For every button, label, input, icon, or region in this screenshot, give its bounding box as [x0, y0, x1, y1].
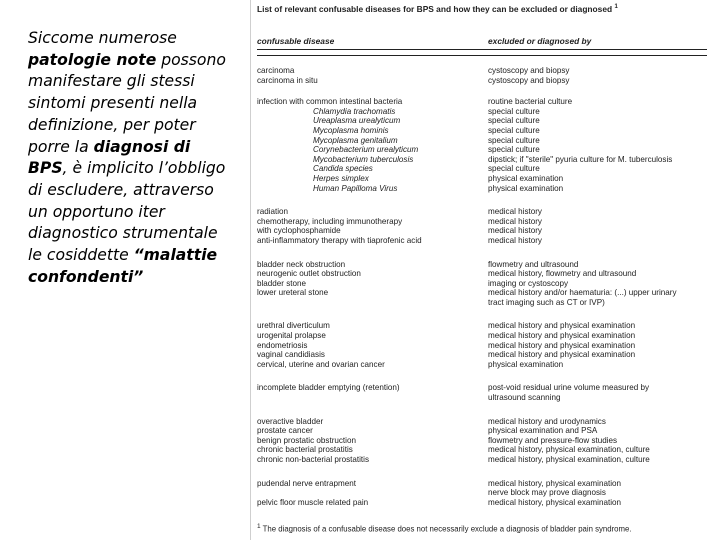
footnote-marker: 1 [257, 523, 261, 530]
table-row [257, 226, 707, 236]
cell-excluded-by: special culture [488, 125, 540, 135]
table-row [257, 126, 707, 136]
cell-disease: vaginal candidiasis [257, 350, 325, 360]
cell-disease: overactive bladder [257, 416, 324, 426]
table-row [257, 66, 707, 76]
table-row [257, 269, 707, 279]
table-row [257, 350, 707, 360]
cell-excluded-by: special culture [488, 164, 540, 174]
cell-excluded-by: medical history and physical examination [488, 321, 636, 331]
cell-excluded-by: ultrasound scanning [488, 393, 561, 403]
cell-excluded-by: medical history, physical examination, culture [488, 455, 650, 464]
cell-disease: lower ureteral stone [257, 288, 329, 298]
cell-disease: endometriosis [257, 340, 308, 350]
cell-disease: anti-inflammatory therapy with tiaprofenic acid [257, 235, 422, 245]
cell-disease: urogenital prolapse [257, 331, 326, 341]
cell-excluded-by: special culture [488, 116, 540, 126]
cell-disease: bladder stone [257, 278, 307, 288]
cell-excluded-by: post-void residual urine volume measured by [488, 383, 650, 393]
header-excluded-by: excluded or diagnosed by [488, 36, 592, 46]
cell-excluded-by: medical history [488, 235, 542, 245]
table-row [257, 455, 707, 465]
cell-excluded-by: flowmetry and ultrasound [488, 259, 579, 269]
cell-excluded-by: medical history, physical examination, culture [488, 445, 650, 455]
table-title-footnote-marker: 1 [614, 4, 618, 11]
table-row [257, 331, 707, 341]
cell-excluded-by: medical history and physical examination [488, 350, 636, 360]
cell-disease: pudendal nerve entrapment [257, 478, 356, 488]
cell-disease: bladder neck obstruction [257, 259, 346, 269]
cell-excluded-by: medical history, flowmetry and ultrasound [488, 269, 637, 279]
cell-disease: cervical, uterine and ovarian cancer [257, 359, 385, 369]
intro-emphasis-diagnosi: diagnosi di BPS [28, 137, 191, 178]
cell-excluded-by: flowmetry and pressure-flow studies [488, 435, 618, 445]
cell-disease: Chlamydia trachomatis [313, 106, 396, 116]
cell-disease: radiation [257, 207, 289, 217]
table-row [257, 393, 707, 403]
table-row [257, 207, 707, 217]
table-title [257, 4, 697, 14]
cell-disease: Corynebacterium urealyticum [313, 145, 419, 155]
intro-emphasis-patologie: patologie note [28, 50, 157, 69]
table-row [257, 417, 707, 427]
cell-disease: chronic bacterial prostatitis [257, 445, 353, 455]
cell-excluded-by: medical history and/or haematuria: (...) upper urinary [488, 288, 677, 298]
cell-excluded-by: physical examination [488, 173, 564, 183]
table-row [257, 97, 707, 107]
table-row [257, 279, 707, 289]
intro-paragraph [28, 28, 233, 288]
cell-disease: Mycoplasma genitalium [313, 135, 398, 145]
table-row [257, 360, 707, 370]
cell-excluded-by: nerve block may prove diagnosis [488, 488, 606, 498]
cell-excluded-by: physical examination and PSA [488, 426, 598, 436]
table-row [257, 479, 707, 489]
cell-excluded-by: medical history and physical examination [488, 331, 636, 341]
cell-excluded-by: cystoscopy and biopsy [488, 75, 570, 85]
cell-disease: Herpes simplex [313, 173, 369, 183]
group-spacer [257, 403, 707, 417]
table-row [257, 76, 707, 86]
cell-disease: benign prostatic obstruction [257, 435, 356, 445]
cell-excluded-by: medical history and physical examination [488, 340, 636, 350]
group-spacer [257, 85, 707, 97]
group-spacer [257, 465, 707, 479]
table-row [257, 174, 707, 184]
intro-text-1: Siccome numerose [28, 29, 177, 47]
group-spacer [257, 193, 707, 207]
cell-disease: neurogenic outlet obstruction [257, 269, 361, 279]
footnote-text: The diagnosis of a confusable disease does not necessarily exclude a diagnosis of bladder pain syndrome. [262, 524, 632, 534]
cell-excluded-by: cystoscopy and biopsy [488, 66, 570, 75]
header-confusable-disease: confusable disease [257, 36, 335, 46]
cell-disease: infection with common intestinal bacteria [257, 97, 403, 107]
cell-excluded-by: physical examination [488, 183, 564, 193]
table-row [257, 217, 707, 227]
group-spacer [257, 246, 707, 260]
cell-excluded-by: medical history [488, 216, 542, 226]
table-row [257, 155, 707, 165]
cell-disease: Mycobacterium tuberculosis [313, 154, 414, 164]
cell-excluded-by: physical examination [488, 359, 564, 369]
table-row [257, 116, 707, 126]
table-row [257, 164, 707, 174]
cell-disease: Candida species [313, 164, 373, 174]
table-row [257, 236, 707, 246]
cell-disease: carcinoma [257, 66, 295, 75]
cell-disease: Mycoplasma hominis [313, 125, 389, 135]
cell-excluded-by: medical history, physical examination [488, 497, 622, 507]
table-body [257, 66, 707, 507]
cell-excluded-by: medical history [488, 207, 542, 217]
table-footnote [257, 523, 707, 534]
table-row [257, 488, 707, 498]
group-spacer [257, 369, 707, 383]
table-row [257, 436, 707, 446]
cell-disease: chronic non-bacterial prostatitis [257, 455, 370, 464]
cell-disease: pelvic floor muscle related pain [257, 497, 369, 507]
cell-excluded-by: tract imaging such as CT or IVP) [488, 297, 605, 307]
table-row [257, 426, 707, 436]
intro-emphasis-malattie: “malattie confondenti” [28, 246, 218, 286]
table-row [257, 298, 707, 308]
header-bottom-rule [257, 55, 707, 56]
cell-excluded-by: special culture [488, 106, 540, 116]
table-row [257, 184, 707, 194]
table-row [257, 288, 707, 298]
table-title-text: List of relevant confusable diseases for BPS and how they can be excluded or diagnosed [257, 4, 613, 14]
cell-disease: Human Papilloma Virus [313, 183, 398, 193]
table-row [257, 260, 707, 270]
cell-excluded-by: medical history and urodynamics [488, 416, 606, 426]
table-row [257, 498, 707, 508]
table-row [257, 321, 707, 331]
cell-excluded-by: special culture [488, 145, 540, 155]
cell-disease: prostate cancer [257, 426, 313, 436]
cell-disease: with cyclophosphamide [257, 226, 341, 236]
cell-disease: carcinoma in situ [257, 75, 318, 85]
table-row [257, 445, 707, 455]
intro-text-2: possono manifestare gli stessi sintomi presenti nella definizione, per poter porre la [28, 50, 226, 156]
cell-excluded-by: medical history [488, 226, 542, 236]
cell-disease: Ureaplasma urealyticum [313, 116, 401, 126]
table-row [257, 107, 707, 117]
cell-disease: urethral diverticulum [257, 321, 330, 331]
table-row [257, 145, 707, 155]
table-row [257, 341, 707, 351]
cell-excluded-by: special culture [488, 135, 540, 145]
intro-text-3: , è implicito l’obbligo di escludere, attraverso un opportuno iter diagnostico strumentale le cosiddette [28, 159, 226, 265]
cell-disease: chemotherapy, including immunotherapy [257, 216, 403, 226]
group-spacer [257, 307, 707, 321]
table-row [257, 136, 707, 146]
table-row [257, 383, 707, 393]
cell-excluded-by: routine bacterial culture [488, 97, 573, 107]
cell-excluded-by: dipstick; if "sterile" pyuria culture for M. tuberculosis [488, 154, 673, 164]
cell-excluded-by: imaging or cystoscopy [488, 278, 569, 288]
cell-disease: incomplete bladder emptying (retention) [257, 383, 400, 393]
header-top-rule [257, 49, 707, 50]
cell-excluded-by: medical history, physical examination [488, 478, 622, 488]
